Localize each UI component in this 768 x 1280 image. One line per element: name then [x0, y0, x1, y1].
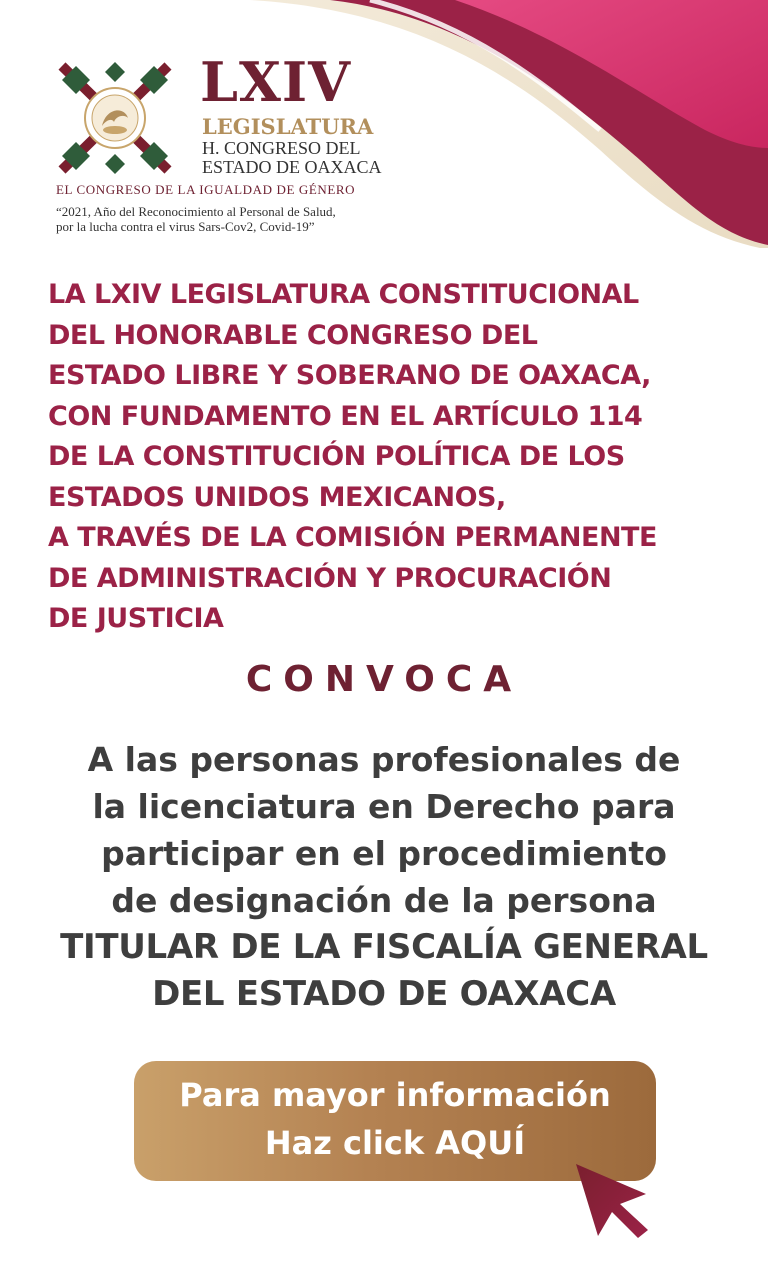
year-dedication [56, 204, 336, 234]
call-line: de designación de la persona [111, 881, 657, 920]
legislature-label: LEGISLATURA [202, 114, 374, 139]
gender-equality-tagline: EL CONGRESO DE LA IGUALDAD DE GÉNERO [56, 182, 356, 197]
call-position-line: TITULAR DE LA FISCALÍA GENERAL [60, 927, 708, 967]
legislature-number: LXIV [200, 50, 352, 114]
click-here-prefix: Haz click [264, 1124, 436, 1162]
congress-emblem-logo [56, 60, 174, 176]
year-dedication-line1: “2021, Año del Reconocimiento al Personal de Salud, [56, 204, 336, 219]
congress-name-line1: H. CONGRESO DEL [202, 138, 361, 158]
intro-line: DEL HONORABLE CONGRESO DEL [48, 319, 538, 351]
more-info-label: Para mayor información [179, 1076, 611, 1114]
intro-line: LA LXIV LEGISLATURA CONSTITUCIONAL [48, 279, 639, 310]
congress-name [202, 139, 382, 177]
intro-line: ESTADOS UNIDOS MEXICANOS, [48, 481, 506, 513]
year-dedication-line2: por la lucha contra el virus Sars-Cov2, Covid-19” [56, 219, 315, 234]
call-line: A las personas profesionales de [87, 740, 681, 779]
intro-line: DE JUSTICIA [48, 603, 224, 634]
click-here-emphasis: AQUÍ [435, 1124, 526, 1162]
intro-line: ESTADO LIBRE Y SOBERANO DE OAXACA, [48, 360, 651, 391]
intro-line: CON FUNDAMENTO EN EL ARTÍCULO 114 [48, 400, 643, 432]
mexican-seal-icon [85, 88, 145, 148]
intro-statement [48, 275, 738, 640]
call-description [0, 736, 768, 1018]
convoca-heading: CONVOCA [245, 659, 523, 700]
intro-line: DE LA CONSTITUCIÓN POLÍTICA DE LOS [48, 441, 625, 472]
cursor-arrow-icon [572, 1160, 652, 1240]
call-position-line: DEL ESTADO DE OAXACA [152, 974, 616, 1014]
intro-line: A TRAVÉS DE LA COMISIÓN PERMANENTE [48, 522, 657, 553]
congress-name-line2: ESTADO DE OAXACA [202, 157, 382, 177]
call-line: la licenciatura en Derecho para [92, 787, 676, 826]
call-line: participar en el procedimiento [101, 834, 667, 873]
intro-line: DE ADMINISTRACIÓN Y PROCURACIÓN [48, 562, 612, 594]
